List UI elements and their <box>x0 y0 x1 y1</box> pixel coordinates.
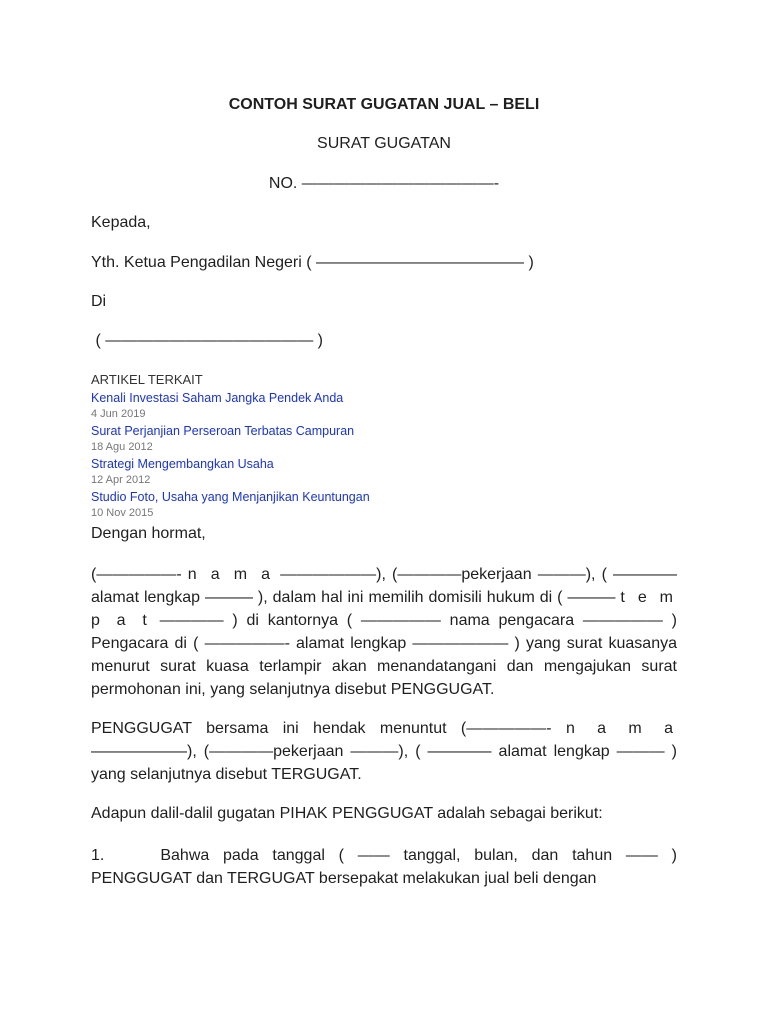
related-article-date: 18 Agu 2012 <box>91 441 153 453</box>
document-subtitle: SURAT GUGATAN <box>317 135 451 152</box>
paragraph-defendant <box>91 717 677 786</box>
related-article-link[interactable]: Studio Foto, Usaha yang Menjanjikan Keuntungan <box>91 490 370 504</box>
paragraph-defendant-part: PENGGUGAT bersama ini hendak menuntut (—————- <box>91 720 552 737</box>
paragraph-defendant-part: ——————), (————pekerjaan ———), ( ———— alamat lengkap ——— ) yang selanjutnya disebut TERGUGAT. <box>91 743 677 783</box>
claim-item-1 <box>91 844 677 890</box>
claim-item-text: Bahwa pada tanggal ( —— tanggal, bulan, dan tahun —— ) PENGGUGAT dan TERGUGAT bersepakat melakukan jual beli dengan <box>91 847 677 887</box>
related-articles-heading: ARTIKEL TERKAIT <box>91 372 203 387</box>
greeting: Dengan hormat, <box>91 525 206 542</box>
related-article-date: 12 Apr 2012 <box>91 474 151 486</box>
paragraph-plaintiff-part: ——————), (————pekerjaan ———), ( ———— alamat lengkap ——— ), dalam hal ini memilih domisili hukum di ( ——— <box>91 566 677 606</box>
related-article-link[interactable]: Surat Perjanjian Perseroan Terbatas Campuran <box>91 424 355 438</box>
paragraph-plaintiff-part: ———— ) di kantornya ( ————— nama pengacara ————— ) Pengacara di ( —————- alamat lengkap —————— ) yang surat kuasanya menurut surat kuasa terlampir akan menandatangani dan mengajukan surat permohonan ini, yang selanjutnya disebut PENGGUGAT. <box>91 612 677 698</box>
claim-item-number: 1. <box>91 847 105 864</box>
paragraph-plaintiff-part: t e m p a t <box>91 589 677 629</box>
recipient-salutation: Kepada, <box>91 214 151 231</box>
paragraph-plaintiff-part: n a m a <box>187 566 275 583</box>
recipient-location-blank: ( ————————————— ) <box>91 332 323 349</box>
related-article-date: 10 Nov 2015 <box>91 507 154 519</box>
related-article-link[interactable]: Kenali Investasi Saham Jangka Pendek Anda <box>91 391 344 405</box>
document-number: NO. ————————————- <box>268 175 500 192</box>
paragraph-plaintiff <box>91 563 677 701</box>
document-title: CONTOH SURAT GUGATAN JUAL – BELI <box>228 96 540 113</box>
related-article-date: 4 Jun 2019 <box>91 408 146 420</box>
paragraph-plaintiff-part: (—————- <box>91 566 182 583</box>
recipient-court: Yth. Ketua Pengadilan Negeri ( ————————————— ) <box>91 254 534 271</box>
paragraph-claims-intro: Adapun dalil-dalil gugatan PIHAK PENGGUGAT adalah sebagai berikut: <box>91 805 603 822</box>
recipient-location-label: Di <box>91 293 107 310</box>
related-article-link[interactable]: Strategi Mengembangkan Usaha <box>91 457 274 471</box>
paragraph-defendant-part: n a m a <box>565 720 677 737</box>
